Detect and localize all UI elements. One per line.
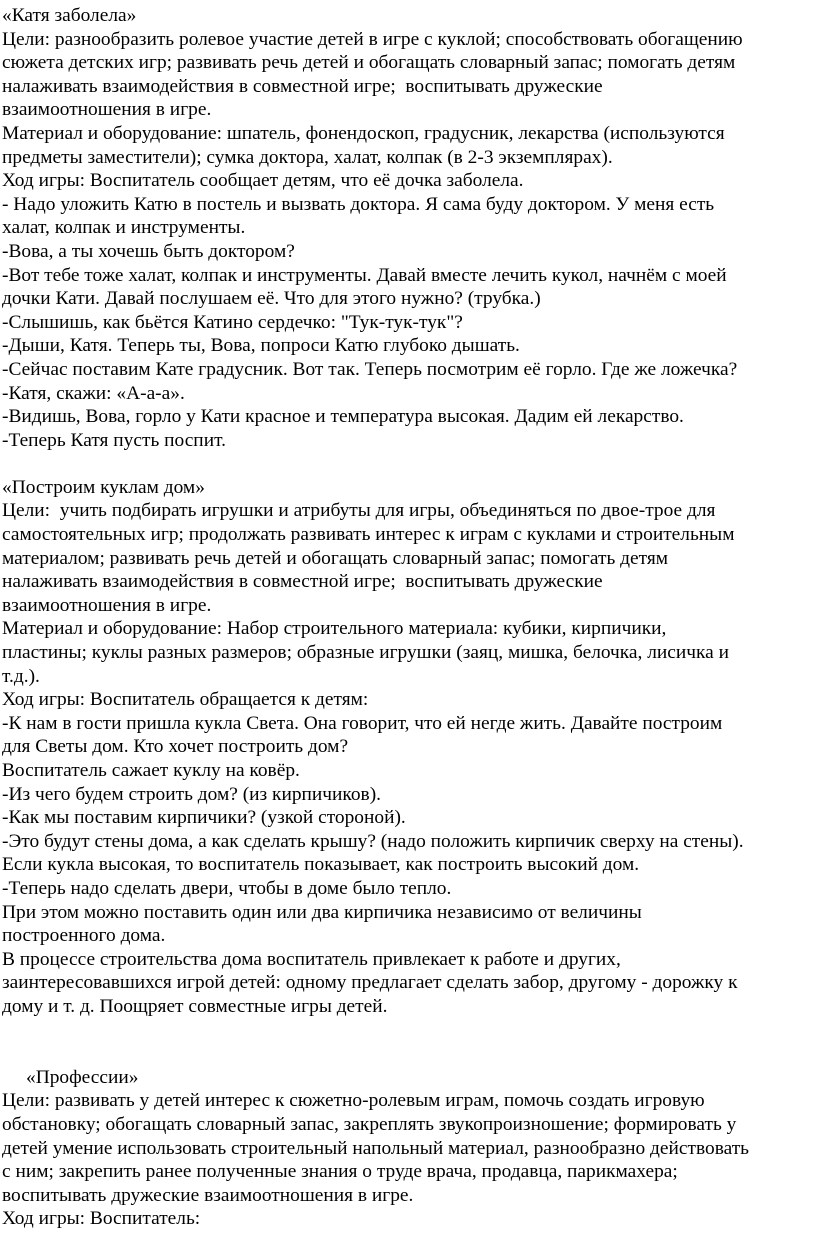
text-line: Если кукла высокая, то воспитатель показывает, как построить высокий дом. — [2, 854, 640, 876]
text-line: Ход игры: Воспитатель обращается к детям: — [2, 689, 369, 711]
text-line: -Видишь, Вова, горло у Кати красное и температура высокая. Дадим ей лекарство. — [2, 406, 684, 428]
text-line: -Это будут стены дома, а как сделать крышу? (надо положить кирпичик сверху на стены). — [2, 830, 744, 852]
section-build-house — [2, 476, 816, 1019]
text-line: налаживать взаимодействия в совместной игре; воспитывать дружеские — [2, 75, 603, 97]
section-professions — [2, 1066, 816, 1231]
text-line: налаживать взаимодействия в совместной игре; воспитывать дружеские — [2, 571, 603, 593]
section-title: «Катя заболела» — [2, 5, 137, 26]
text-line: -Теперь Катя пусть поспит. — [2, 429, 226, 451]
text-line: дочки Кати. Давай послушаем её. Что для этого нужно? (трубка.) — [2, 288, 541, 310]
text-line: сюжета детских игр; развивать речь детей и обогащать словарный запас; помогать детям — [2, 52, 736, 74]
text-line: Цели: развивать у детей интерес к сюжетно-ролевым играм, помочь создать игровую — [2, 1090, 705, 1112]
text-line: взаимоотношения в игре. — [2, 99, 212, 121]
text-line: Воспитатель сажает куклу на ковёр. — [2, 760, 300, 781]
text-line: предметы заместители); сумка доктора, халат, колпак (в 2-3 экземплярах). — [2, 146, 613, 168]
blank-line — [2, 1042, 816, 1066]
text-line: -Сейчас поставим Кате градусник. Вот так. Теперь посмотрим её горло. Где же ложечка? — [2, 358, 738, 380]
text-line: -Из чего будем строить дом? (из кирпичиков). — [2, 783, 382, 805]
text-line: В процессе строительства дома воспитатель привлекает к работе и других, — [2, 948, 621, 970]
blank-line — [2, 452, 816, 476]
text-line: При этом можно поставить один или два кирпичика независимо от величины — [2, 901, 642, 923]
section-title: «Построим куклам дом» — [2, 476, 205, 498]
text-line: -К нам в гости пришла кукла Света. Она говорит, что ей негде жить. Давайте построим — [2, 712, 723, 734]
text-line: Цели: разнообразить ролевое участие детей в игре с куклой; способствовать обогащению — [2, 28, 743, 50]
text-line: -Вова, а ты хочешь быть доктором? — [2, 240, 295, 262]
text-line: для Светы дом. Кто хочет построить дом? — [2, 736, 349, 758]
text-line: построенного дома. — [2, 925, 166, 947]
text-line: взаимоотношения в игре. — [2, 594, 212, 616]
text-line: -Слышишь, как бьётся Катино сердечко: "Тук-тук-тук"? — [2, 311, 463, 333]
text-line: самостоятельных игр; продолжать развивать интерес к играм с куклами и строительным — [2, 524, 735, 546]
text-line: Ход игры: Воспитатель: — [2, 1208, 201, 1230]
text-line: обстановку; обогащать словарный запас, закреплять звукопроизношение; формировать у — [2, 1113, 737, 1135]
text-line: материалом; развивать речь детей и обогащать словарный запас; помогать детям — [2, 547, 669, 569]
text-line: Материал и оборудование: шпатель, фонендоскоп, градусник, лекарства (используются — [2, 122, 725, 144]
text-line: -Как мы поставим кирпичики? (узкой стороной). — [2, 807, 406, 829]
text-line: с ним; закрепить ранее полученные знания о труде врача, продавца, парикмахера; — [2, 1161, 678, 1183]
text-line: детей умение использовать строительный напольный материал, разнообразно действовать — [2, 1137, 750, 1159]
text-line: пластины; куклы разных размеров; образные игрушки (заяц, мишка, белочка, лисичка и — [2, 642, 729, 664]
blank-line — [2, 1019, 816, 1043]
section-katya — [2, 4, 816, 452]
text-line: т.д.). — [2, 665, 40, 687]
text-line: халат, колпак и инструменты. — [2, 217, 246, 239]
section-title: «Профессии» — [26, 1066, 139, 1088]
text-line: -Дыши, Катя. Теперь ты, Вова, попроси Катю глубоко дышать. — [2, 335, 520, 357]
text-line: заинтересовавшихся игрой детей: одному предлагает сделать забор, другому - дорожку к — [2, 972, 738, 994]
text-line: -Вот тебе тоже халат, колпак и инструменты. Давай вместе лечить кукол, начнём с моей — [2, 264, 727, 286]
text-line: Материал и оборудование: Набор строительного материала: кубики, кирпичики, — [2, 618, 667, 640]
text-line: Ход игры: Воспитатель сообщает детям, что её дочка заболела. — [2, 170, 524, 192]
text-line: дому и т. д. Поощряет совместные игры детей. — [2, 995, 388, 1017]
text-line: Цели: учить подбирать игрушки и атрибуты для игры, объединяться по двое-трое для — [2, 500, 716, 522]
text-line: - Надо уложить Катю в постель и вызвать доктора. Я сама буду доктором. У меня есть — [2, 193, 715, 215]
text-line: -Теперь надо сделать двери, чтобы в доме было тепло. — [2, 877, 452, 899]
text-line: воспитывать дружеские взаимоотношения в игре. — [2, 1184, 414, 1206]
text-line: -Катя, скажи: «А-а-а». — [2, 382, 185, 404]
